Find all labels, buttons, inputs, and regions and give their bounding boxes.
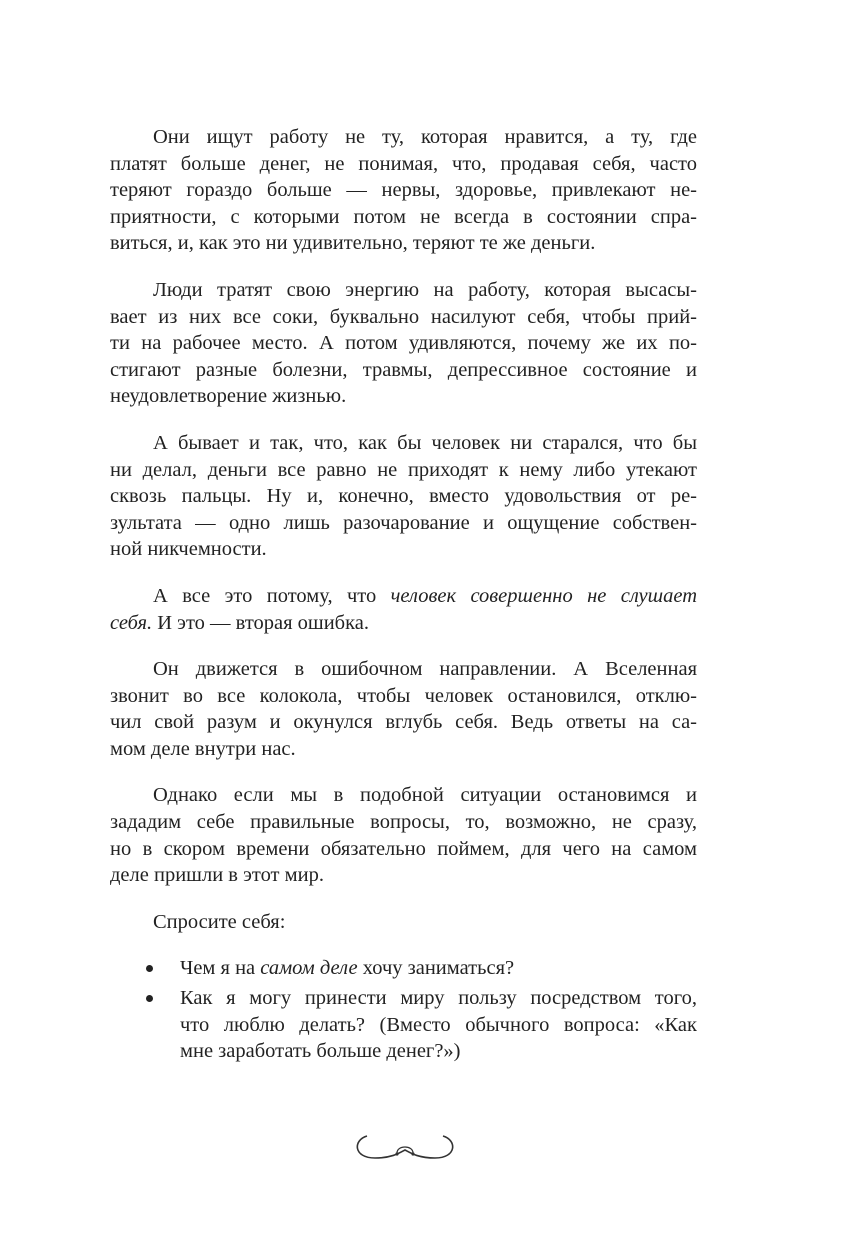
text-line (110, 330, 697, 357)
text-segment: Как я могу принести миру пользу посредством того, (180, 987, 697, 1010)
text-line (110, 510, 697, 537)
italic-text: себя. (110, 611, 153, 634)
text-segment: Они ищут работу не ту, которая нравится, а ту, где (153, 126, 697, 148)
paragraph (110, 430, 697, 563)
text-segment: ни делал, деньги все равно не приходят к нему либо утекают (110, 458, 697, 481)
paragraph (110, 583, 697, 636)
paragraph (110, 782, 697, 888)
list-item (110, 955, 697, 982)
text-line (110, 683, 697, 710)
text-segment: виться, и, как это ни удивительно, теряют те же деньги. (110, 232, 596, 255)
text-segment: Спросите себя: (153, 910, 286, 933)
text-line (180, 1012, 697, 1039)
text-line (110, 836, 697, 863)
text-line (110, 277, 697, 304)
text-line (110, 151, 697, 178)
text-line (110, 583, 697, 610)
text-segment: А бывает и так, что, как бы человек ни старался, что бы (153, 431, 697, 454)
text-line (110, 483, 697, 510)
text-line (110, 457, 697, 484)
text-line (110, 304, 697, 331)
text-segment: мом деле внутри нас. (110, 737, 296, 760)
text-line (110, 357, 697, 384)
text-segment: хочу заниматься? (357, 957, 515, 980)
text-line (110, 909, 697, 936)
text-segment: звонит во все колокола, чтобы человек остановился, отклю- (110, 684, 697, 707)
text-segment: приятности, с которыми потом не всегда в состоянии спра- (110, 205, 697, 228)
text-segment: ной никчемности. (110, 538, 267, 561)
text-segment: платят больше денег, не понимая, что, продавая себя, часто (110, 152, 697, 175)
paragraph (110, 909, 697, 936)
text-line (110, 709, 697, 736)
text-segment: чил свой разум и окунулся вглубь себя. Ведь ответы на са- (110, 711, 697, 734)
italic-text: самом деле (260, 957, 358, 980)
text-segment: но в скором времени обязательно поймем, для чего на самом (110, 837, 697, 860)
text-line (110, 862, 697, 889)
text-segment: стигают разные болезни, травмы, депрессивное состояние и (110, 358, 697, 381)
text-line (110, 383, 697, 410)
text-segment: ти на рабочее место. А потом удивляются, почему же их по- (110, 332, 697, 355)
text-line (110, 124, 697, 151)
text-line (110, 230, 697, 257)
text-line (180, 955, 697, 982)
question-list (110, 955, 697, 1064)
text-line (110, 430, 697, 457)
text-segment: А все это потому, что (153, 584, 391, 607)
text-segment: деле пришли в этот мир. (110, 864, 324, 887)
text-line (110, 782, 697, 809)
text-line (110, 536, 697, 563)
text-segment: неудовлетворение жизнью. (110, 385, 347, 408)
text-segment: зультата — одно лишь разочарование и ощущение собствен- (110, 511, 697, 534)
bullet-icon (146, 995, 153, 1002)
paragraph (110, 124, 697, 257)
paragraph (110, 277, 697, 410)
list-item (110, 985, 697, 1065)
text-line (180, 985, 697, 1012)
text-line (110, 610, 697, 637)
text-segment: Однако если мы в подобной ситуации остановимся и (153, 784, 697, 807)
text-segment: Люди тратят свою энергию на работу, которая высасы- (153, 278, 697, 301)
text-line (180, 1038, 697, 1065)
italic-text: человек совершенно не слушает (390, 584, 698, 607)
text-line (110, 736, 697, 763)
text-line (110, 177, 697, 204)
text-segment: вает из них все соки, буквально насилуют себя, чтобы прий- (110, 305, 697, 328)
text-segment: Он движется в ошибочном направлении. А Вселенная (153, 658, 697, 681)
bullet-icon (146, 965, 153, 972)
flourish-ornament-icon (345, 1128, 465, 1164)
text-segment: зададим себе правильные вопросы, то, возможно, не сразу, (110, 811, 697, 834)
text-segment: Чем я на (180, 957, 261, 980)
book-page-text (110, 124, 697, 1068)
text-segment: сквозь пальцы. Ну и, конечно, вместо удовольствия от ре- (110, 485, 697, 508)
text-segment: что люблю делать? (Вместо обычного вопроса: «Как (180, 1013, 697, 1036)
text-segment: мне заработать больше денег?») (180, 1040, 461, 1063)
text-line (110, 204, 697, 231)
text-segment: теряют гораздо больше — нервы, здоровье, привлекают не- (110, 179, 697, 202)
text-line (110, 809, 697, 836)
text-line (110, 656, 697, 683)
paragraphs (110, 124, 697, 935)
paragraph (110, 656, 697, 762)
text-segment: И это — вторая ошибка. (152, 611, 369, 634)
